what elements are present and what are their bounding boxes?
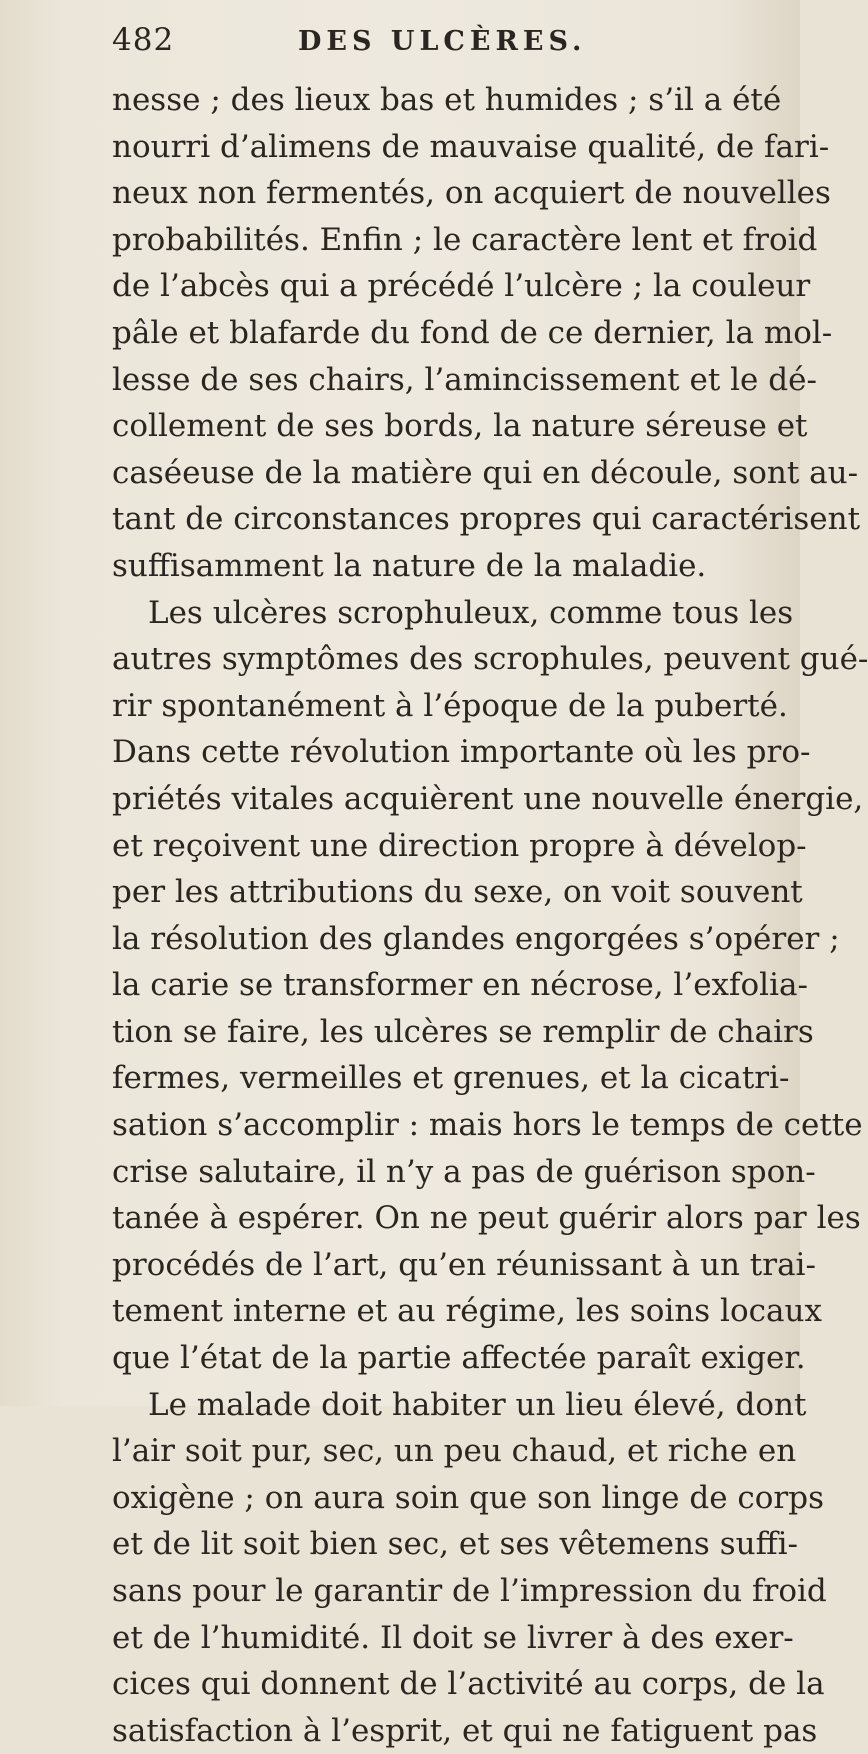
text-line: priétés vitales acquièrent une nouvelle énergie, [112,780,864,817]
page-number: 482 [112,22,175,58]
text-line: oxigène ; on aura soin que son linge de corps [112,1479,824,1516]
text-line: satisfaction à l’esprit, et qui ne fatiguent pas [112,1712,818,1749]
running-head: DES ULCÈRES. [298,26,587,57]
text-line: tement interne et au régime, les soins locaux [112,1293,822,1330]
text-line: sation s’accomplir : mais hors le temps de cette [112,1107,863,1144]
text-line: tion se faire, les ulcères se remplir de chairs [112,1013,814,1050]
text-line: neux non fermentés, on acquiert de nouvelles [112,175,831,212]
text-line: collement de ses bords, la nature séreuse et [112,408,808,445]
text-line: Dans cette révolution importante où les pro- [112,734,811,771]
text-line: la carie se transformer en nécrose, l’exfolia- [112,967,808,1004]
text-line: et de l’humidité. Il doit se livrer à des exer- [112,1619,794,1656]
text-line: per les attributions du sexe, on voit souvent [112,874,803,911]
text-line: sans pour le garantir de l’impression du froid [112,1573,827,1609]
text-line: l’air soit pur, sec, un peu chaud, et riche en [112,1433,797,1470]
text-line: lesse de ses chairs, l’amincissement et le dé- [112,361,817,398]
text-line: la résolution des glandes engorgées s’opérer ; [112,920,840,957]
text-line: cices qui donnent de l’activité au corps, de la [112,1666,825,1703]
text-line: fermes, vermeilles et grenues, et la cicatri- [112,1060,790,1097]
text-line: et de lit soit bien sec, et ses vêtemens suffi- [112,1526,798,1563]
text-line: caséeuse de la matière qui en découle, sont au- [112,454,859,491]
text-line: rir spontanément à l’époque de la puberté. [112,687,788,724]
text-line: procédés de l’art, qu’en réunissant à un trai- [112,1246,816,1283]
paragraph-start-line: Le malade doit habiter un lieu élevé, dont [148,1386,807,1423]
text-line: autres symptômes des scrophules, peuvent gué- [112,641,868,678]
paragraph-end-line: que l’état de la partie affectée paraît exiger. [112,1340,806,1377]
text-line: crise salutaire, il n’y a pas de guérison spon- [112,1153,816,1190]
text-line: tant de circonstances propres qui caractérisent [112,501,861,538]
text-line: nourri d’alimens de mauvaise qualité, de fari- [112,128,830,165]
text-line: tanée à espérer. On ne peut guérir alors par les [112,1200,861,1237]
text-line: pâle et blafarde du fond de ce dernier, la mol- [112,314,833,351]
body-text [112,77,868,1754]
text-line: nesse ; des lieux bas et humides ; s’il a été [112,82,782,118]
text-line: et reçoivent une direction propre à dévelop- [112,827,807,864]
text-line: probabilités. Enfin ; le caractère lent et froid [112,221,818,258]
paragraph-end-line: suffisamment la nature de la maladie. [112,547,707,584]
text-line: de l’abcès qui a précédé l’ulcère ; la couleur [112,268,811,305]
page-header [112,14,752,64]
paragraph-start-line: Les ulcères scrophuleux, comme tous les [148,594,794,631]
